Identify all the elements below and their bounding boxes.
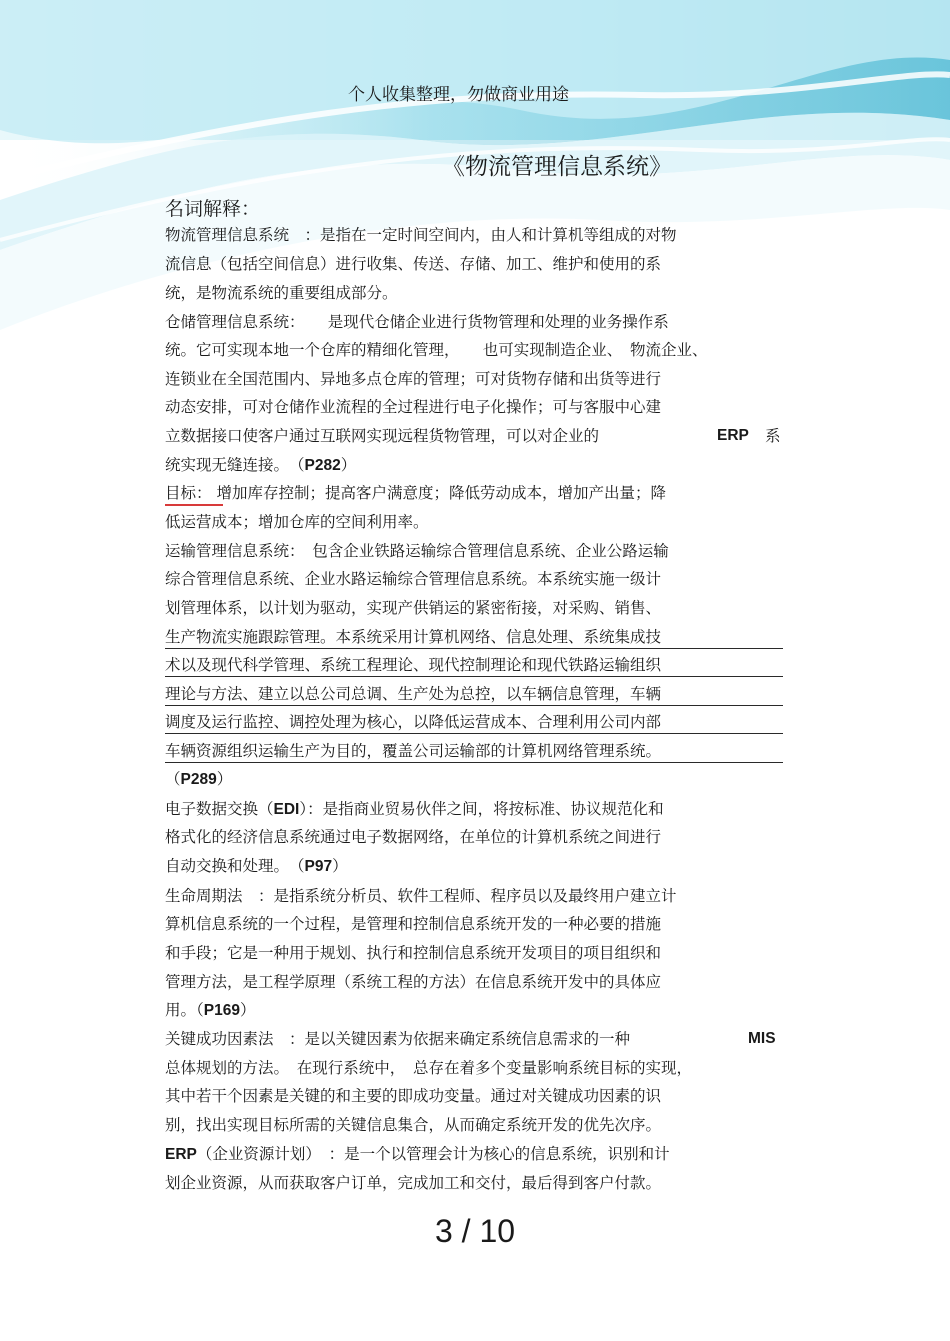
underline-rule (165, 648, 783, 649)
line-text: 电子数据交换（ (165, 800, 274, 818)
line-text: ） (216, 770, 233, 788)
line-text: 用。（ (165, 1001, 204, 1019)
line-text: 增加库存控制；提高客户满意度；降低劳动成本，增加产出量；降 (216, 484, 666, 502)
line-text: ） (239, 1001, 256, 1019)
underline-rule (165, 733, 783, 734)
paragraph-line: 格式化的经济信息系统通过电子数据网络，在单位的计算机系统之间进行 (165, 828, 662, 846)
paragraph-line: 术以及现代科学管理、系统工程理论、现代控制理论和现代铁路运输组织 (165, 656, 662, 674)
mis-term: MIS (748, 1030, 776, 1047)
line-text: 自动交换和处理。 （ (165, 857, 305, 875)
paragraph-line (165, 853, 348, 879)
paragraph-line (165, 796, 664, 822)
paragraph-line (165, 997, 255, 1023)
page-reference: P289 (180, 771, 217, 788)
paragraph-line: 生命周期法 ：是指系统分析员、软件工程师、程序员以及最终用户建立计 (165, 887, 677, 905)
paragraph-line: 低运营成本；增加仓库的空间利用率。 (165, 513, 429, 531)
line-text: （ (165, 770, 181, 788)
paragraph-line: 管理方法，是工程学原理（系统工程的方法）在信息系统开发中的具体应 (165, 973, 662, 991)
line-text: ） (332, 857, 348, 875)
page-reference: P169 (203, 1002, 240, 1019)
paragraph-line: 连锁业在全国范围内、异地多点仓库的管理；可对货物存储和出货等进行 (165, 370, 662, 388)
paragraph-line: 统，是物流系统的重要组成部分。 (165, 284, 398, 302)
paragraph-line (165, 480, 666, 506)
paragraph-line: 总体规划的方法。 在现行系统中， 总存在着多个变量影响系统目标的实现， (165, 1059, 693, 1077)
paragraph-line: 其中若干个因素是关键的和主要的即成功变量。通过对关键成功因素的识 (165, 1087, 662, 1105)
paragraph-line (165, 452, 356, 478)
paragraph-line: 统。它可实现本地一个仓库的精细化管理， 也可实现制造企业、 物流企业、 (165, 341, 708, 359)
paragraph-line: 生产物流实施跟踪管理。本系统采用计算机网络、信息处理、系统集成技 (165, 628, 662, 646)
line-text: ） (340, 456, 357, 474)
underline-rule (165, 705, 783, 706)
paragraph-line (165, 766, 232, 792)
line-text: ）：是指商业贸易伙伴之间，将按标准、协议规范化和 (299, 800, 664, 818)
line-text: （企业资源计划） ：是一个以管理会计为核心的信息系统，识别和计 (196, 1145, 670, 1163)
page-reference: P97 (304, 858, 333, 875)
paragraph-line: 仓储管理信息系统： 是现代仓储企业进行货物管理和处理的业务操作系 (165, 313, 669, 331)
page-reference: P282 (304, 457, 341, 474)
paragraph-line: 划企业资源，从而获取客户订单，完成加工和交付，最后得到客户付款。 (165, 1174, 662, 1192)
paragraph-line: 物流管理信息系统 ：是指在一定时间空间内，由人和计算机等组成的对物 (165, 226, 677, 244)
paragraph-line: 理论与方法、建立以总公司总调、生产处为总控，以车辆信息管理，车辆 (165, 685, 662, 703)
paragraph-line: 车辆资源组织运输生产为目的，覆盖公司运输部的计算机网络管理系统。 (165, 742, 662, 760)
line-text: 立数据接口使客户通过互联网实现远程货物管理，可以对企业的 (165, 427, 600, 445)
watermark-text: 个人收集整理，勿做商业用途 (348, 85, 569, 105)
line-text: 关键成功因素法 ：是以关键因素为依据来确定系统信息需求的一种 (165, 1030, 631, 1048)
paragraph-line (165, 423, 781, 449)
erp-term: ERP (165, 1146, 197, 1163)
line-text: 系 (765, 427, 781, 445)
paragraph-line (165, 1026, 776, 1052)
line-text: 统实现无缝连接。 （ (165, 456, 305, 474)
page-number: 3 / 10 (434, 1213, 516, 1249)
paragraph-line: 划管理体系，以计划为驱动，实现产供销运的紧密衔接，对采购、销售、 (165, 599, 662, 617)
paragraph-line: 调度及运行监控、调控处理为核心，以降低运营成本、合理利用公司内部 (165, 713, 662, 731)
paragraph-line: 算机信息系统的一个过程，是管理和控制信息系统开发的一种必要的措施 (165, 915, 662, 933)
edi-term: EDI (273, 801, 300, 818)
paragraph-line: 动态安排，可对仓储作业流程的全过程进行电子化操作；可与客服中心建 (165, 398, 662, 416)
document-title: 《物流管理信息系统》 (442, 154, 672, 180)
target-label: 目标： (165, 484, 212, 502)
paragraph-line: 运输管理信息系统： 包含企业铁路运输综合管理信息系统、企业公路运输 (165, 542, 669, 560)
paragraph-line: 综合管理信息系统、企业水路运输综合管理信息系统。本系统实施一级计 (165, 570, 662, 588)
spellcheck-underline (165, 504, 223, 506)
paragraph-line: 别，找出实现目标所需的关键信息集合，从而确定系统开发的优先次序。 (165, 1116, 662, 1134)
section-heading: 名词解释： (165, 198, 261, 220)
underline-rule (165, 762, 783, 763)
paragraph-line: 和手段；它是一种用于规划、执行和控制信息系统开发项目的项目组织和 (165, 944, 662, 962)
paragraph-line (165, 1141, 670, 1167)
underline-rule (165, 676, 783, 677)
erp-term: ERP (717, 427, 749, 444)
paragraph-line: 流信息（包括空间信息）进行收集、传送、存储、加工、维护和使用的系 (165, 255, 662, 273)
